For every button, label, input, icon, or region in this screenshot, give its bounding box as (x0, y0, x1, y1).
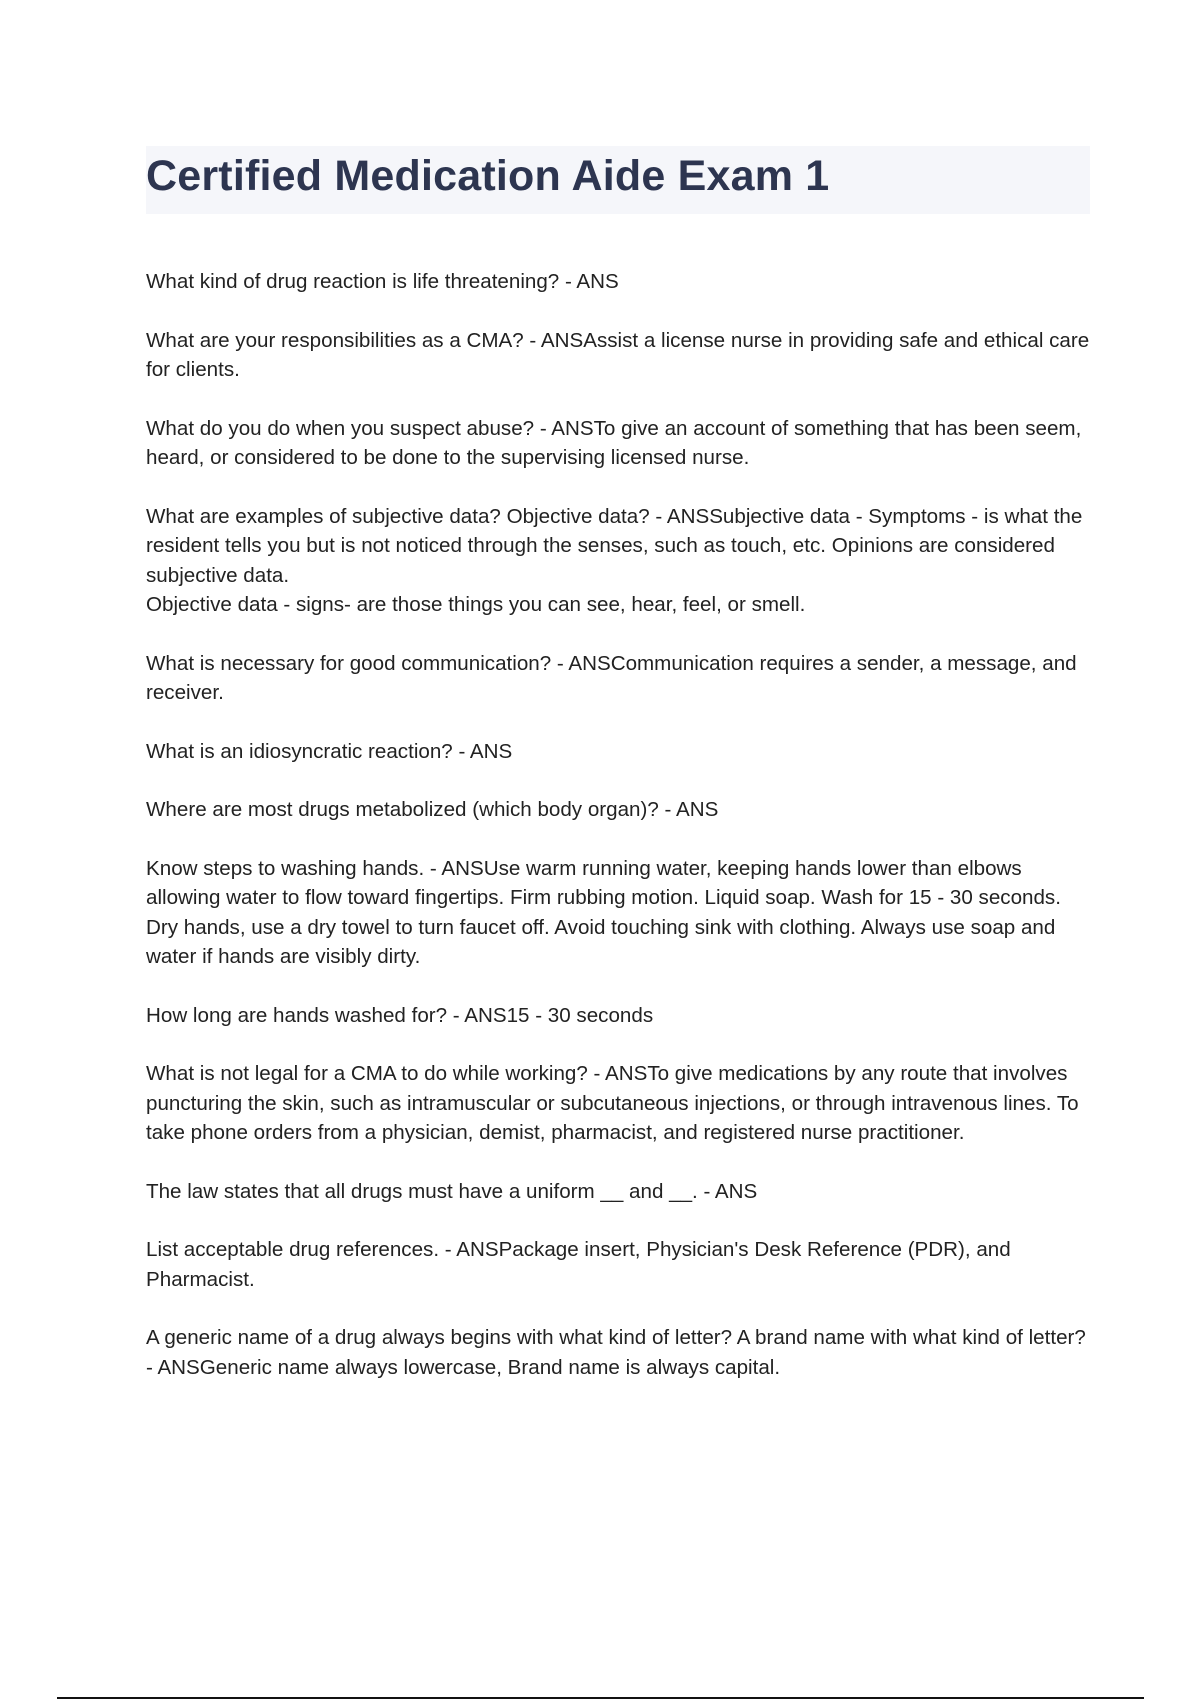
qa-item: A generic name of a drug always begins with what kind of letter? A brand name with what kind of letter? - ANSGeneric name always lowercase, Brand name is always capital. (146, 1326, 1086, 1379)
qa-item: What is an idiosyncratic reaction? - ANS (146, 739, 513, 763)
qa-item: What is necessary for good communication? - ANSCommunication requires a sender, a message, and receiver. (146, 651, 1077, 704)
qa-item: What kind of drug reaction is life threatening? - ANS (146, 270, 619, 293)
qa-item: What are your responsibilities as a CMA? - ANSAssist a license nurse in providing safe and ethical care for clients. (146, 328, 1090, 381)
qa-item: What are examples of subjective data? Objective data? - ANSSubjective data - Symptoms - is what the resident tells you but is not noticed through the senses, such as touch, etc. Opinions are considered subjective data. Objective data - signs- are those things you can see, hear, feel, or smell. (146, 504, 1083, 616)
page-bottom-divider (57, 1697, 1144, 1699)
qa-item: Where are most drugs metabolized (which body organ)? - ANS (146, 798, 719, 821)
qa-item: The law states that all drugs must have a uniform __ and __. - ANS (146, 1179, 758, 1203)
question-answer-list (146, 267, 1096, 1411)
qa-item: What is not legal for a CMA to do while working? - ANSTo give medications by any route that involves puncturing the skin, such as intramuscular or subcutaneous injections, or through intravenous lines. To take phone orders from a physician, demist, pharmacist, and registered nurse practitioner. (146, 1062, 1079, 1144)
qa-item: How long are hands washed for? - ANS15 - 30 seconds (146, 1003, 654, 1027)
page-title: Certified Medication Aide Exam 1 (146, 152, 830, 200)
qa-item: What do you do when you suspect abuse? - ANSTo give an account of something that has been seem, heard, or considered to be done to the supervising licensed nurse. (146, 416, 1082, 469)
qa-item: List acceptable drug references. - ANSPackage insert, Physician's Desk Reference (PDR), and Pharmacist. (146, 1238, 1011, 1291)
qa-item: Know steps to washing hands. - ANSUse warm running water, keeping hands lower than elbows allowing water to flow toward fingertips. Firm rubbing motion. Liquid soap. Wash for 15 - 30 seconds. Dry hands, use a dry towel to turn faucet off. Avoid touching sink with clothing. Always use soap and water if hands are visibly dirty. (146, 856, 1061, 968)
